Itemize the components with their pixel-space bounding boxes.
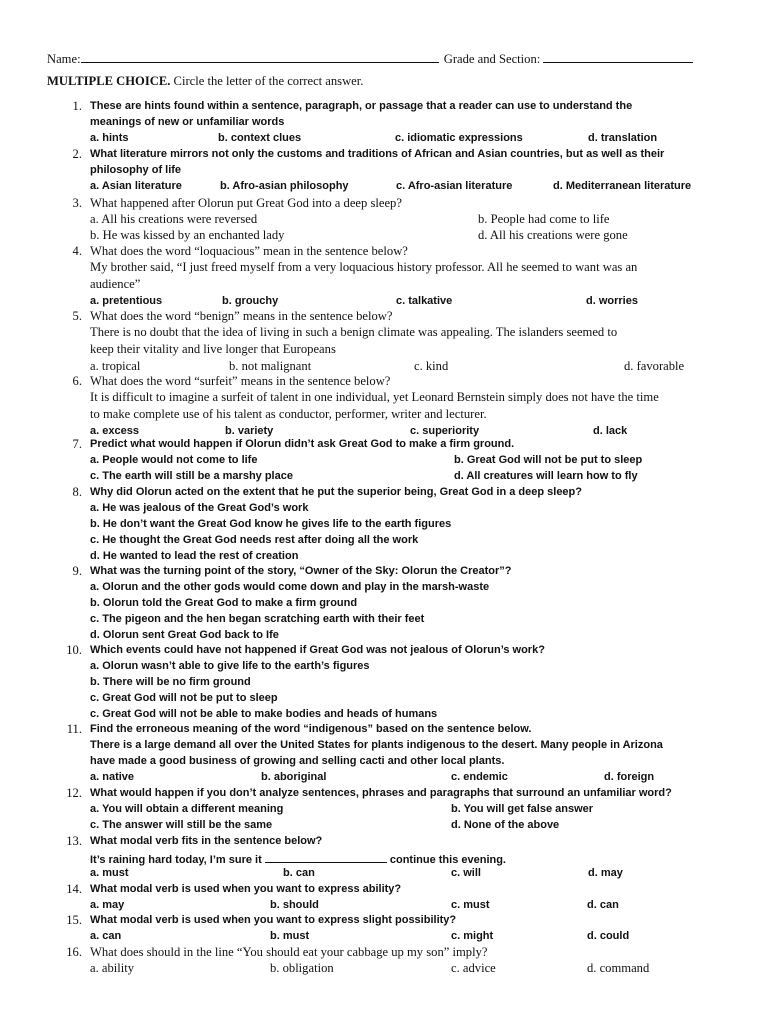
- answer-option[interactable]: c. superiority: [410, 425, 480, 437]
- question-number: 14.: [66, 882, 82, 896]
- answer-option[interactable]: c. will: [451, 867, 481, 879]
- instructions-text: Circle the letter of the correct answer.: [170, 74, 364, 88]
- answer-option[interactable]: a. He was jealous of the Great God’s work: [90, 502, 309, 514]
- answer-option[interactable]: a. Olorun wasn’t able to give life to the earth’s figures: [90, 660, 370, 672]
- question-passage: My brother said, “I just freed myself from a very loquacious history professor. All he seemed to want was an: [90, 260, 638, 274]
- question-number: 1.: [72, 99, 82, 113]
- question-stem: What would happen if you don’t analyze sentences, phrases and paragraphs that surround an unfamiliar word?: [90, 787, 672, 799]
- answer-option[interactable]: b. grouchy: [222, 295, 279, 307]
- answer-option[interactable]: d. could: [587, 930, 630, 942]
- answer-option[interactable]: c. The earth will still be a marshy place: [90, 470, 293, 482]
- answer-option[interactable]: c. might: [451, 930, 494, 942]
- answer-option[interactable]: b. People had come to life: [478, 212, 610, 226]
- question-stem: What does should in the line “You should eat your cabbage up my son” imply?: [90, 945, 488, 959]
- passage-text: continue this evening.: [386, 854, 506, 866]
- answer-option[interactable]: a. You will obtain a different meaning: [90, 803, 284, 815]
- question-number: 6.: [72, 374, 82, 388]
- answer-option[interactable]: d. All creatures will learn how to fly: [454, 470, 638, 482]
- name-blank[interactable]: [81, 50, 439, 63]
- question-number: 9.: [72, 564, 82, 578]
- answer-option[interactable]: a. Olorun and the other gods would come down and play in the marsh-waste: [90, 581, 490, 593]
- answer-option[interactable]: a. Asian literature: [90, 180, 182, 192]
- answer-option[interactable]: c. endemic: [451, 771, 508, 783]
- name-row: [47, 50, 693, 67]
- question-passage: keep their vitality and live longer that Europeans: [90, 342, 336, 356]
- grade-section-blank[interactable]: [543, 50, 693, 63]
- answer-option[interactable]: c. The pigeon and the hen began scratching earth with their feet: [90, 613, 425, 625]
- question-number: 15.: [66, 913, 82, 927]
- answer-option[interactable]: c. talkative: [396, 295, 453, 307]
- answer-option[interactable]: c. He thought the Great God needs rest after doing all the work: [90, 534, 419, 546]
- passage-text: It’s raining hard today, I’m sure it: [90, 854, 265, 866]
- answer-option[interactable]: b. aboriginal: [261, 771, 327, 783]
- answer-option[interactable]: b. There will be no firm ground: [90, 676, 251, 688]
- answer-option[interactable]: c. Afro-asian literature: [396, 180, 513, 192]
- question-passage: to make complete use of his talent as conductor, performer, writer and lecturer.: [90, 407, 487, 421]
- answer-option[interactable]: b. He don’t want the Great God know he gives life to the earth figures: [90, 518, 452, 530]
- answer-option[interactable]: b. He was kissed by an enchanted lady: [90, 228, 285, 242]
- question-number: 16.: [66, 945, 82, 959]
- question-stem: What happened after Olorun put Great God into a deep sleep?: [90, 196, 402, 210]
- answer-option[interactable]: b. must: [270, 930, 310, 942]
- instructions: [47, 74, 363, 89]
- answer-option[interactable]: d. Olorun sent Great God back to Ife: [90, 629, 279, 641]
- question-stem: What modal verb is used when you want to express slight possibility?: [90, 914, 457, 926]
- question-stem: What does the word “loquacious” mean in the sentence below?: [90, 244, 408, 258]
- answer-option[interactable]: c. Great God will not be able to make bodies and heads of humans: [90, 708, 438, 720]
- answer-option[interactable]: d. He wanted to lead the rest of creation: [90, 550, 299, 562]
- question-passage: have made a good business of growing and selling cacti and other local plants.: [90, 755, 505, 767]
- question-passage: There is no doubt that the idea of living in such a benign climate was appealing. The islanders seemed to: [90, 325, 618, 339]
- answer-option[interactable]: d. can: [587, 899, 619, 911]
- answer-option[interactable]: b. not malignant: [229, 359, 312, 373]
- answer-option[interactable]: b. context clues: [218, 132, 302, 144]
- question-passage: It is difficult to imagine a surfeit of talent in one individual, yet Leonard Bernstein simply does not have the time: [90, 390, 659, 404]
- answer-option[interactable]: c. advice: [451, 961, 496, 975]
- answer-option[interactable]: c. The answer will still be the same: [90, 819, 273, 831]
- answer-option[interactable]: d. Mediterranean literature: [553, 180, 692, 192]
- answer-option[interactable]: a. can: [90, 930, 122, 942]
- answer-option[interactable]: a. may: [90, 899, 125, 911]
- question-stem: These are hints found within a sentence, paragraph, or passage that a reader can use to understand the: [90, 100, 633, 112]
- answer-option[interactable]: c. kind: [414, 359, 449, 373]
- answer-option[interactable]: d. None of the above: [451, 819, 560, 831]
- answer-blank[interactable]: [265, 850, 387, 863]
- question-stem: philosophy of life: [90, 164, 182, 176]
- question-stem: Predict what would happen if Olorun didn’t ask Great God to make a firm ground.: [90, 438, 515, 450]
- answer-option[interactable]: c. idiomatic expressions: [395, 132, 523, 144]
- answer-option[interactable]: b. Great God will not be put to sleep: [454, 454, 643, 466]
- question-number: 7.: [72, 437, 82, 451]
- question-stem: What does the word “benign” means in the sentence below?: [90, 309, 393, 323]
- answer-option[interactable]: b. Afro-asian philosophy: [220, 180, 349, 192]
- question-passage: audience”: [90, 277, 141, 291]
- answer-option[interactable]: a. excess: [90, 425, 139, 437]
- question-number: 11.: [66, 722, 82, 736]
- question-stem: Which events could have not happened if Great God was not jealous of Olorun’s work?: [90, 644, 545, 656]
- question-number: 3.: [72, 196, 82, 210]
- answer-option[interactable]: d. foreign: [604, 771, 655, 783]
- answer-option[interactable]: a. pretentious: [90, 295, 163, 307]
- answer-option[interactable]: a. must: [90, 867, 129, 879]
- question-number: 12.: [66, 786, 82, 800]
- answer-option[interactable]: b. obligation: [270, 961, 334, 975]
- answer-option[interactable]: b. You will get false answer: [451, 803, 594, 815]
- answer-option[interactable]: d. may: [588, 867, 623, 879]
- answer-option[interactable]: b. should: [270, 899, 319, 911]
- question-stem: Why did Olorun acted on the extent that he put the superior being, Great God in a deep sleep?: [90, 486, 582, 498]
- answer-option[interactable]: a. tropical: [90, 359, 141, 373]
- question-number: 13.: [66, 834, 82, 848]
- answer-option[interactable]: d. favorable: [624, 359, 685, 373]
- answer-option[interactable]: d. command: [587, 961, 650, 975]
- answer-option[interactable]: a. All his creations were reversed: [90, 212, 258, 226]
- answer-option[interactable]: b. can: [283, 867, 315, 879]
- name-label: Name:: [47, 52, 81, 66]
- question-stem: meanings of new or unfamiliar words: [90, 116, 285, 128]
- question-stem: What modal verb fits in the sentence below?: [90, 835, 323, 847]
- answer-option[interactable]: b. variety: [225, 425, 274, 437]
- answer-option[interactable]: a. hints: [90, 132, 129, 144]
- instructions-title: MULTIPLE CHOICE.: [47, 74, 171, 88]
- answer-option[interactable]: a. ability: [90, 961, 135, 975]
- grade-section-label: Grade and Section:: [443, 52, 541, 66]
- answer-option[interactable]: d. worries: [586, 295, 638, 307]
- question-number: 2.: [72, 147, 82, 161]
- question-stem: What does the word “surfeit” means in the sentence below?: [90, 374, 391, 388]
- question-stem: What was the turning point of the story, “Owner of the Sky: Olorun the Creator”?: [90, 565, 512, 577]
- answer-option[interactable]: c. Great God will not be put to sleep: [90, 692, 278, 704]
- answer-option[interactable]: d. All his creations were gone: [478, 228, 628, 242]
- question-number: 4.: [72, 244, 82, 258]
- question-passage: There is a large demand all over the United States for plants indigenous to the desert. Many people in Arizona: [90, 739, 663, 751]
- answer-option[interactable]: b. Olorun told the Great God to make a firm ground: [90, 597, 358, 609]
- answer-option[interactable]: c. must: [451, 899, 490, 911]
- question-number: 8.: [72, 485, 82, 499]
- question-stem: What literature mirrors not only the customs and traditions of African and Asian countries, but as well as their: [90, 148, 665, 160]
- answer-option[interactable]: a. native: [90, 771, 135, 783]
- question-stem: What modal verb is used when you want to express ability?: [90, 883, 402, 895]
- answer-option[interactable]: a. People would not come to life: [90, 454, 258, 466]
- question-number: 5.: [72, 309, 82, 323]
- answer-option[interactable]: d. translation: [588, 132, 658, 144]
- question-number: 10.: [66, 643, 82, 657]
- answer-option[interactable]: d. lack: [593, 425, 628, 437]
- question-stem: Find the erroneous meaning of the word “indigenous” based on the sentence below.: [90, 723, 532, 735]
